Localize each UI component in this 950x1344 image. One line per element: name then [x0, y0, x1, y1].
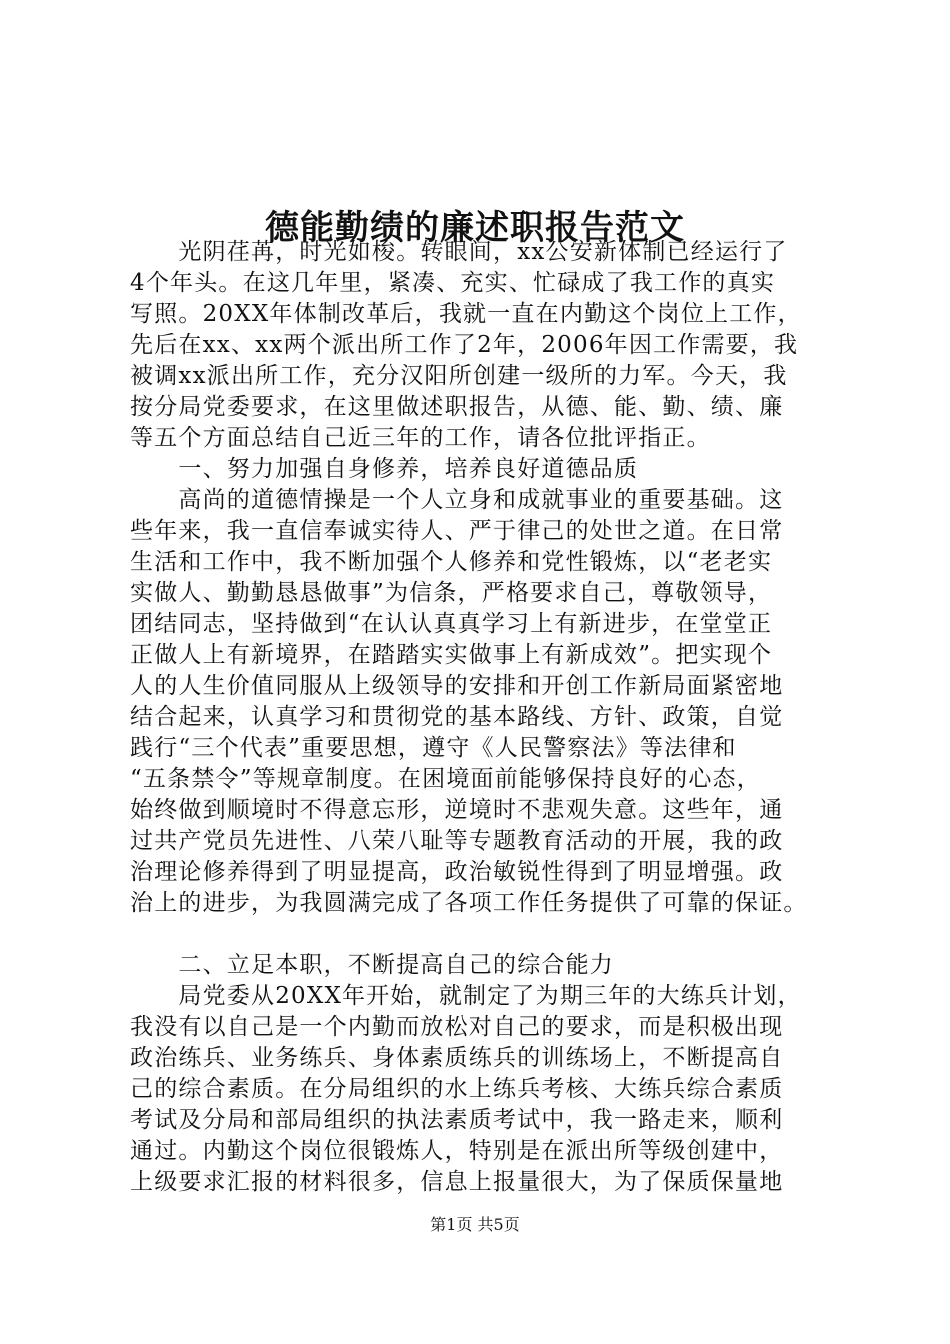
body-line: 考试及分局和部局组织的执法素质考试中，我一路走来，顺利: [130, 1107, 784, 1133]
body-line: “五条禁令”等规章制度。在困境面前能够保持良好的心态，: [130, 766, 761, 792]
body-line: 先后在xx、xx两个派出所工作了2年，2006年因工作需要，我: [130, 332, 799, 358]
section-heading: 一、努力加强自身修养，培养良好道德品质: [130, 456, 639, 482]
body-line: 等五个方面总结自己近三年的工作，请各位批评指正。: [130, 425, 711, 451]
body-line: 团结同志，坚持做到“在认认真真学习上有新进步，在堂堂正: [130, 611, 773, 637]
body-line: 人的人生价值同服从上级领导的安排和开创工作新局面紧密地: [130, 673, 784, 699]
body-line: 些年来，我一直信奉诚实待人、严于律己的处世之道。在日常: [130, 518, 784, 544]
body-line: 治理论修养得到了明显提高，政治敏锐性得到了明显增强。政: [130, 859, 784, 885]
body-line: 政治练兵、业务练兵、身体素质练兵的训练场上，不断提高自: [130, 1045, 784, 1071]
body-line: 写照。20XX年体制改革后，我就一直在内勤这个岗位上工作，: [130, 301, 802, 327]
body-line: 始终做到顺境时不得意忘形，逆境时不悲观失意。这些年，通: [130, 797, 784, 823]
body-line: 治上的进步，为我圆满完成了各项工作任务提供了可靠的保证。: [130, 890, 808, 916]
document-title: 德能勤绩的廉述职报告范文: [265, 207, 685, 248]
body-line: 正做人上有新境界，在踏踏实实做事上有新成效”。把实现个: [130, 642, 773, 668]
body-line: 上级要求汇报的材料很多，信息上报量很大，为了保质保量地: [130, 1169, 784, 1195]
body-line: 过共产党员先进性、八荣八耻等专题教育活动的开展，我的政: [130, 828, 784, 854]
body-line: 通过。内勤这个岗位很锻炼人，特别是在派出所等级创建中，: [130, 1138, 784, 1164]
body-line: 己的综合素质。在分局组织的水上练兵考核、大练兵综合素质: [130, 1076, 784, 1102]
body-line: 光阴荏苒，时光如梭。转眼间，xx公安新体制已经运行了: [130, 239, 788, 265]
page-number: 第1页 共5页: [430, 1215, 520, 1234]
body-line: 践行“三个代表”重要思想，遵守《人民警察法》等法律和: [130, 735, 737, 761]
body-line: 局党委从20XX年开始，就制定了为期三年的大练兵计划，: [130, 983, 802, 1009]
body-line: 我没有以自己是一个内勤而放松对自己的要求，而是积极出现: [130, 1014, 784, 1040]
body-line: 生活和工作中，我不断加强个人修养和党性锻炼，以“老老实: [130, 549, 773, 575]
body-line: 结合起来，认真学习和贯彻党的基本路线、方针、政策，自觉: [130, 704, 784, 730]
body-line: 实做人、勤勤恳恳做事”为信条，严格要求自己，尊敬领导，: [130, 580, 773, 606]
body-line: 按分局党委要求，在这里做述职报告，从德、能、勤、绩、廉: [130, 394, 784, 420]
section-heading: 二、立足本职，不断提高自己的综合能力: [130, 952, 614, 978]
body-line: 高尚的道德情操是一个人立身和成就事业的重要基础。这: [130, 487, 784, 513]
body-line: 被调xx派出所工作，充分汉阳所创建一级所的力军。今天，我: [130, 363, 788, 389]
body-line: 4个年头。在这几年里，紧凑、充实、忙碌成了我工作的真实: [130, 270, 776, 296]
